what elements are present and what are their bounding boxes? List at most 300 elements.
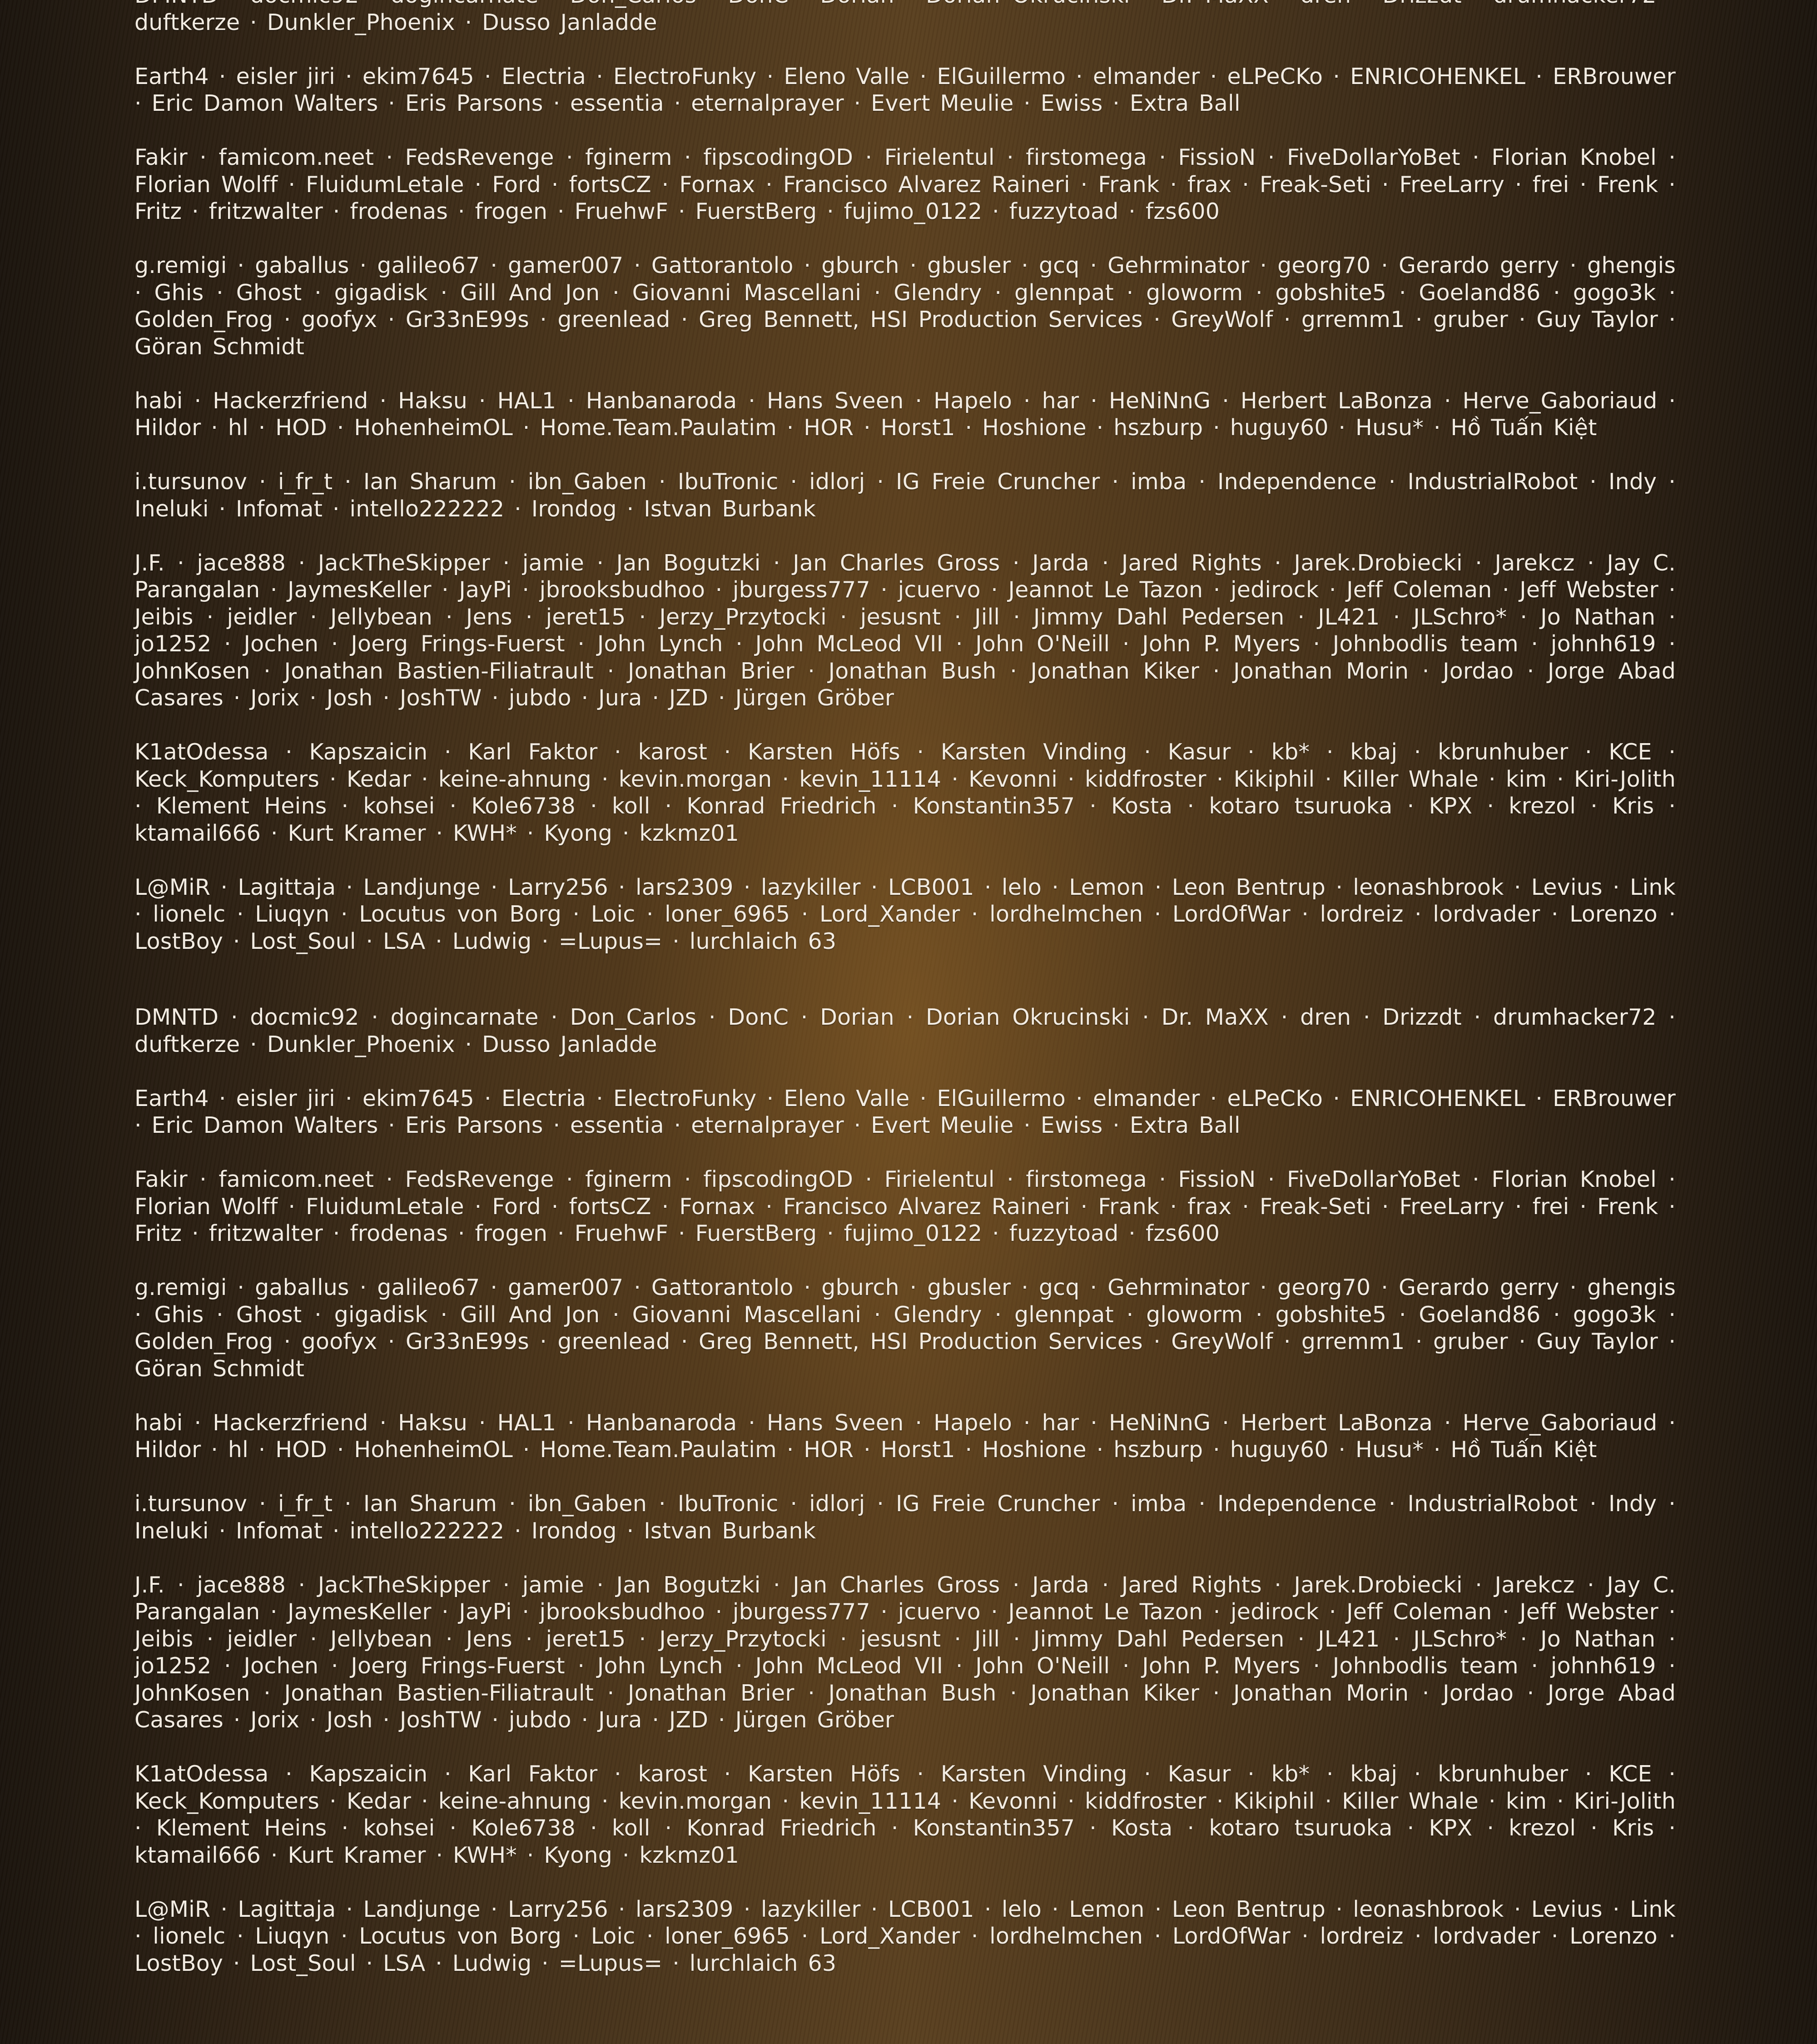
credit-name: huguy60 <box>1230 415 1329 441</box>
name-separator: · <box>995 1166 1026 1192</box>
name-separator: · <box>794 1680 829 1706</box>
credit-name: frogen <box>475 198 547 224</box>
credit-name: Jarekcz <box>1494 550 1574 576</box>
credit-name: Gill And Jon <box>460 280 600 306</box>
name-separator: · <box>755 1194 783 1220</box>
name-separator: · <box>943 631 975 657</box>
credit-name: JackTheSkipper <box>318 550 490 576</box>
credit-name: lurchlaich 63 <box>690 928 837 954</box>
credit-name: Ian Sharum <box>363 1491 497 1517</box>
name-separator: · <box>247 1491 278 1517</box>
credit-name: Landjunge <box>363 1896 481 1922</box>
credit-name: habi <box>134 1410 183 1436</box>
name-separator: · <box>1199 658 1233 684</box>
name-separator: · <box>490 1572 522 1598</box>
name-separator: · <box>223 1950 250 1976</box>
name-separator: · <box>1380 604 1414 630</box>
credit-name: Gr33nE99s <box>406 307 529 332</box>
name-separator: · <box>1404 1923 1433 1949</box>
credit-name: gamer007 <box>508 1275 623 1300</box>
credit-name: Jared Rights <box>1122 1572 1262 1598</box>
name-separator: · <box>608 874 635 900</box>
name-separator: · <box>1351 1004 1382 1030</box>
name-separator: · <box>960 1923 990 1949</box>
name-separator: · <box>586 64 613 89</box>
name-separator: · <box>664 90 691 116</box>
credit-name: John O'Neill <box>975 1653 1110 1679</box>
name-separator: · <box>299 685 326 711</box>
name-separator: · <box>1203 577 1231 603</box>
credit-name: Joerg Frings-Fuerst <box>351 631 565 657</box>
name-separator: · <box>1479 766 1506 792</box>
name-separator: · <box>865 469 896 495</box>
name-separator: · <box>1658 1329 1676 1354</box>
credit-name: Levius <box>1531 1896 1603 1922</box>
credit-name: frei <box>1533 1194 1569 1220</box>
name-separator: · <box>943 1653 975 1679</box>
credit-name: jeidler <box>227 604 297 630</box>
credit-name: kohsei <box>363 793 435 819</box>
name-separator: · <box>539 1004 570 1030</box>
credit-name: kohsei <box>363 1815 435 1841</box>
name-separator: · <box>248 415 275 441</box>
credit-name: Greg Bennett, HSI Production Services <box>699 307 1143 332</box>
credit-name: drumhacker72 <box>1493 1004 1657 1030</box>
credit-name: Jo Nathan <box>1540 604 1655 630</box>
credit-name: Dusso Janladde <box>482 10 657 35</box>
credit-name: kbrunhuber <box>1438 1761 1568 1787</box>
name-separator: · <box>512 1599 540 1625</box>
name-separator: · <box>425 1950 452 1976</box>
name-separator: · <box>650 793 687 819</box>
credit-name: Locutus von Borg <box>359 901 561 927</box>
credit-name: Florian Wolff <box>134 172 278 198</box>
credit-name: Dusso Janladde <box>482 1032 657 1057</box>
name-separator: · <box>1066 64 1093 89</box>
credit-name: jbrooksbudhoo <box>540 1599 705 1625</box>
credit-name: lordreiz <box>1320 1923 1403 1949</box>
name-separator: · <box>547 1220 574 1246</box>
name-separator: · <box>373 1707 400 1733</box>
credit-name: gruber <box>1433 307 1508 332</box>
name-separator: · <box>997 1680 1031 1706</box>
credit-name: fginerm <box>585 144 672 170</box>
name-separator: · <box>1386 280 1419 306</box>
name-separator: · <box>1243 280 1275 306</box>
name-separator: · <box>861 874 888 900</box>
name-separator: · <box>1576 1815 1612 1841</box>
name-separator: · <box>1231 739 1271 765</box>
name-separator: · <box>188 144 219 170</box>
name-separator: · <box>1000 1626 1033 1652</box>
name-separator: · <box>877 1815 913 1841</box>
name-separator: · <box>165 1572 197 1598</box>
credit-name: Larry256 <box>508 874 608 900</box>
name-separator: · <box>941 1788 968 1814</box>
credit-name: frogen <box>475 1220 547 1246</box>
credit-name: kb* <box>1271 1761 1310 1787</box>
credit-name: Hapelo <box>933 388 1012 414</box>
name-separator: · <box>1147 144 1178 170</box>
name-separator: · <box>134 280 154 306</box>
credit-name: leonashbrook <box>1353 874 1504 900</box>
name-separator: · <box>1525 64 1553 89</box>
name-separator: · <box>854 1437 880 1463</box>
name-separator: · <box>1119 198 1146 224</box>
name-separator: · <box>672 1166 704 1192</box>
name-separator: · <box>584 550 616 576</box>
credit-name: GreyWolf <box>1171 307 1273 332</box>
credit-name: Glendry <box>894 1302 982 1328</box>
credit-name: Fornax <box>679 1194 755 1220</box>
credit-name: Link <box>1630 874 1676 900</box>
credit-name: jcuervo <box>898 577 981 603</box>
name-separator: · <box>377 307 405 332</box>
credit-name: Jimmy Dahl Pedersen <box>1033 604 1284 630</box>
name-separator: · <box>1656 280 1676 306</box>
name-separator: · <box>286 550 318 576</box>
name-separator: · <box>268 1761 309 1787</box>
credit-name: jamie <box>522 1572 584 1598</box>
name-separator: · <box>565 631 597 657</box>
name-separator: · <box>734 1896 761 1922</box>
credit-name: HOD <box>275 415 327 441</box>
name-separator: · <box>377 1329 405 1354</box>
credit-name: Joerg Frings-Fuerst <box>351 1653 565 1679</box>
credit-name: loner_6965 <box>665 901 790 927</box>
name-separator: · <box>247 469 278 495</box>
name-separator: · <box>1508 1329 1536 1354</box>
credit-name: kevin.morgan <box>619 1788 772 1814</box>
credit-name: idlorj <box>809 469 865 495</box>
name-separator: · <box>374 144 405 170</box>
credit-name: FedsRevenge <box>405 144 554 170</box>
name-separator: · <box>565 1653 597 1679</box>
name-separator: · <box>651 1194 680 1220</box>
credit-name: Electria <box>501 1086 586 1111</box>
credit-name: fipscodingOD <box>703 144 853 170</box>
name-separator: · <box>1568 1761 1608 1787</box>
credit-name: Fornax <box>679 172 755 198</box>
credit-name: eisler jiri <box>236 64 335 89</box>
name-separator: · <box>794 1275 822 1300</box>
name-separator: · <box>504 496 531 522</box>
name-separator: · <box>432 604 466 630</box>
name-separator: · <box>662 928 689 954</box>
credit-name: Glendry <box>894 280 982 306</box>
name-separator: · <box>899 1275 928 1300</box>
name-separator: · <box>1075 793 1111 819</box>
name-separator: · <box>194 604 227 630</box>
credit-name: Johnbodlis team <box>1333 1653 1519 1679</box>
credit-name: i.tursunov <box>134 469 247 495</box>
name-separator: · <box>448 198 475 224</box>
credit-name: Konstantin357 <box>913 1815 1075 1841</box>
name-separator: · <box>1089 1572 1122 1598</box>
credit-name: Jarda <box>1032 550 1089 576</box>
credit-name: Eris Parsons <box>405 1112 543 1138</box>
name-separator: · <box>374 1166 405 1192</box>
name-separator: · <box>1143 307 1171 332</box>
name-separator: · <box>1231 1194 1260 1220</box>
credit-name: hl <box>228 415 248 441</box>
credit-name: gamer007 <box>508 253 623 278</box>
name-separator: · <box>1256 144 1287 170</box>
name-separator: · <box>1433 388 1463 414</box>
credit-name: Gill And Jon <box>460 1302 600 1328</box>
name-separator: · <box>591 766 619 792</box>
credit-name: Kasur <box>1168 739 1231 765</box>
name-separator: · <box>1540 1302 1573 1328</box>
credit-name: jburgess777 <box>733 577 870 603</box>
credit-name: gburch <box>821 1275 899 1300</box>
credit-name: Ghis <box>154 280 204 306</box>
credit-name: frei <box>1533 172 1569 198</box>
name-separator: · <box>223 1707 250 1733</box>
name-separator: · <box>1559 1275 1588 1300</box>
credit-name: KPX <box>1429 793 1472 819</box>
name-separator: · <box>1525 1086 1553 1111</box>
name-separator: · <box>1114 1302 1146 1328</box>
credit-name: kzkmz01 <box>639 1842 739 1868</box>
name-separator: · <box>904 388 934 414</box>
credit-name: Gattorantolo <box>651 1275 794 1300</box>
name-separator: · <box>1657 1004 1676 1030</box>
name-separator: · <box>1200 1086 1227 1111</box>
credit-name: Kiri-Jolith <box>1574 766 1676 792</box>
name-separator: · <box>1547 1788 1574 1814</box>
name-separator: · <box>226 901 255 927</box>
name-separator: · <box>188 1166 219 1192</box>
credit-name: FluidumLetale <box>306 172 464 198</box>
name-separator: · <box>1087 415 1113 441</box>
name-separator: · <box>427 739 468 765</box>
credit-name: Horst1 <box>881 415 955 441</box>
credit-name: Earth4 <box>134 64 209 89</box>
credit-name: gcq <box>1039 1275 1080 1300</box>
name-separator: · <box>790 1923 819 1949</box>
credit-name: keine-ahnung <box>438 1788 591 1814</box>
name-separator: · <box>941 766 968 792</box>
credit-name: intello222222 <box>349 1518 504 1544</box>
name-separator: · <box>482 685 509 711</box>
credit-name: Locutus von Borg <box>359 1923 561 1949</box>
credit-name: JoshTW <box>400 1707 482 1733</box>
credit-name: Karsten Vinding <box>941 739 1127 765</box>
name-separator: · <box>960 901 990 927</box>
credit-name: gloworm <box>1146 1302 1243 1328</box>
name-separator: · <box>335 64 362 89</box>
credit-name: kotaro tsuruoka <box>1209 1815 1392 1841</box>
name-separator: · <box>670 307 699 332</box>
credit-name: Extra Ball <box>1130 90 1241 116</box>
name-separator: · <box>480 1275 508 1300</box>
credit-name: ibn_Gaben <box>528 1491 647 1517</box>
name-separator: · <box>1103 90 1130 116</box>
name-separator: · <box>1130 1004 1162 1030</box>
name-separator: · <box>571 1707 598 1733</box>
name-separator: · <box>435 793 471 819</box>
credit-name: Independence <box>1217 1491 1377 1517</box>
credit-name: JackTheSkipper <box>318 1572 490 1598</box>
credit-name: Keck_Komputers <box>134 766 319 792</box>
name-separator: · <box>1042 1896 1069 1922</box>
credit-name: John P. Myers <box>1142 631 1301 657</box>
name-separator: · <box>426 820 453 846</box>
name-separator: · <box>1657 469 1676 495</box>
name-separator: · <box>734 874 761 900</box>
credit-name: firstomega <box>1026 144 1147 170</box>
credit-name: Karsten Vinding <box>941 1761 1127 1787</box>
name-separator: · <box>428 280 460 306</box>
credit-name: FreeLarry <box>1399 1194 1504 1220</box>
name-separator: · <box>273 307 301 332</box>
credit-name: Jellybean <box>330 1626 432 1652</box>
name-separator: · <box>349 253 377 278</box>
name-separator: · <box>209 496 236 522</box>
credit-name: Killer Whale <box>1342 766 1479 792</box>
credit-name: kiddfroster <box>1085 1788 1206 1814</box>
name-separator: · <box>870 577 898 603</box>
name-separator: · <box>955 415 982 441</box>
name-separator: · <box>626 604 660 630</box>
credit-name: Jürgen Gröber <box>735 685 894 711</box>
name-separator: · <box>1658 901 1676 927</box>
credit-name: frodenas <box>350 1220 448 1246</box>
name-separator: · <box>482 1707 509 1733</box>
name-separator: · <box>982 1302 1014 1328</box>
credit-name: Lord_Xander <box>819 1923 960 1949</box>
name-separator: · <box>941 604 974 630</box>
name-separator: · <box>1603 874 1630 900</box>
name-separator: · <box>877 793 913 819</box>
credit-name: Karl Faktor <box>468 1761 597 1787</box>
credit-name: Fritz <box>134 1220 182 1246</box>
name-separator: · <box>227 1275 255 1300</box>
name-separator: · <box>642 685 669 711</box>
name-separator: · <box>635 1923 665 1949</box>
name-separator: · <box>571 685 598 711</box>
credit-name: Evert Meulie <box>871 1112 1013 1138</box>
credit-name: i.tursunov <box>134 1491 247 1517</box>
credit-name: Lorenzo <box>1569 901 1658 927</box>
name-separator: · <box>1199 1680 1233 1706</box>
credit-name: Jerzy_Przytocki <box>659 1626 827 1652</box>
name-separator: · <box>1079 1410 1109 1436</box>
name-separator: · <box>827 604 860 630</box>
name-separator: · <box>974 1896 1002 1922</box>
name-separator: · <box>904 1410 934 1436</box>
name-separator: · <box>273 1329 301 1354</box>
credit-name: FissioN <box>1178 1166 1256 1192</box>
name-separator: · <box>1329 415 1355 441</box>
name-separator: · <box>1424 415 1450 441</box>
credit-name: LordOfWar <box>1172 1923 1291 1949</box>
credit-name: Jonathan Kiker <box>1031 1680 1200 1706</box>
name-separator: · <box>1371 1194 1400 1220</box>
credit-name: JZD <box>669 1707 708 1733</box>
credit-name: Jeff Coleman <box>1346 1599 1492 1625</box>
name-separator: · <box>1013 1112 1040 1138</box>
credit-name: Infomat <box>236 1518 323 1544</box>
credit-name: g.remigi <box>134 253 227 278</box>
credit-name: kevin.morgan <box>619 766 772 792</box>
credit-name: eternalprayer <box>691 90 844 116</box>
credit-name: karost <box>638 739 707 765</box>
name-separator: · <box>1603 1896 1630 1922</box>
credit-name: ktamail666 <box>134 820 261 846</box>
name-separator: · <box>1657 144 1676 170</box>
credit-name: lionelc <box>153 901 225 927</box>
name-separator: · <box>333 1491 363 1517</box>
credit-name: jubdo <box>509 685 571 711</box>
credit-name: =Lupus= <box>559 1950 663 1976</box>
name-separator: · <box>854 415 880 441</box>
credit-name: koll <box>612 793 650 819</box>
credit-name: docmic92 <box>250 1004 359 1030</box>
credit-name: LCB001 <box>888 874 974 900</box>
name-separator: · <box>1269 1004 1300 1030</box>
name-separator: · <box>554 1166 586 1192</box>
name-separator: · <box>1654 1815 1676 1841</box>
name-separator: · <box>1013 90 1040 116</box>
name-separator: · <box>1323 64 1350 89</box>
credit-name: ekim7645 <box>362 1086 474 1111</box>
credit-name: Kris <box>1612 1815 1654 1841</box>
name-separator: · <box>1504 1194 1533 1220</box>
name-separator: · <box>1329 1437 1355 1463</box>
name-separator: · <box>982 1220 1009 1246</box>
name-separator: · <box>1103 1112 1130 1138</box>
name-separator: · <box>1127 1761 1168 1787</box>
name-separator: · <box>336 874 363 900</box>
name-separator: · <box>761 550 793 576</box>
credit-name: Ludwig <box>452 928 532 954</box>
credit-name: Jarekcz <box>1494 1572 1574 1598</box>
credit-name: Jeannot Le Tazon <box>1008 1599 1203 1625</box>
name-separator: · <box>435 1815 471 1841</box>
credit-name: Florian Knobel <box>1491 144 1657 170</box>
name-separator: · <box>853 144 884 170</box>
credit-name: grremm1 <box>1301 307 1405 332</box>
credit-name: jesusnt <box>860 604 941 630</box>
credit-name: jcuervo <box>898 1599 981 1625</box>
credit-name: J.F. <box>134 550 165 576</box>
credit-name: JohnKosen <box>134 658 250 684</box>
name-separator: · <box>642 1707 669 1733</box>
name-separator: · <box>513 1437 540 1463</box>
credit-name: Kevonni <box>968 766 1057 792</box>
name-separator: · <box>212 631 244 657</box>
name-separator: · <box>481 874 508 900</box>
name-separator: · <box>662 1950 689 1976</box>
credit-name: gobshite5 <box>1275 280 1386 306</box>
credit-name: Fritz <box>134 198 182 224</box>
credit-name: fuzzytoad <box>1009 1220 1119 1246</box>
credit-name: Jarek.Drobiecki <box>1294 1572 1463 1598</box>
name-separator: · <box>1143 901 1172 927</box>
credit-name: Jeibis <box>134 604 194 630</box>
credit-name: Kosta <box>1111 793 1172 819</box>
name-separator: · <box>481 1896 508 1922</box>
name-separator: · <box>1370 1275 1399 1300</box>
name-separator: · <box>1409 1680 1443 1706</box>
name-separator: · <box>705 577 733 603</box>
credit-name: jamie <box>522 550 584 576</box>
credit-name: lazykiller <box>761 874 861 900</box>
credit-name: IndustrialRobot <box>1407 1491 1578 1517</box>
credit-name: lars2309 <box>635 1896 734 1922</box>
